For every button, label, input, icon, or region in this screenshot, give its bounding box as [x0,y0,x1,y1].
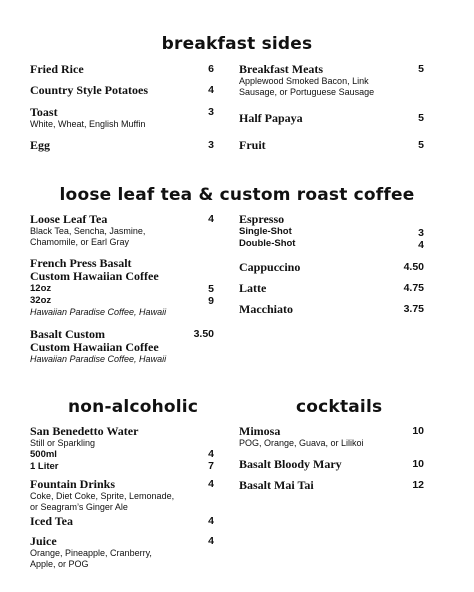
item-name: Custom Hawaiian Coffee [30,269,159,283]
item-description: Applewood Smoked Bacon, Link [239,76,369,86]
item-price: 4 [208,478,214,490]
item-origin: Hawaiian Paradise Coffee, Hawaii [30,354,167,364]
item-price: 12 [412,479,424,491]
item-description: Still or Sparkling [30,438,96,448]
item-name: Breakfast Meats [239,62,324,76]
item-price: 10 [412,425,424,437]
item-name: Fried Rice [30,62,84,76]
item-price: 3.75 [403,303,424,315]
item-size: Single-Shot [239,226,292,237]
item-price: 5 [418,112,424,124]
item-name: Iced Tea [30,514,74,528]
item-size: Double-Shot [239,238,296,249]
menu-item-mai-tai [239,479,409,492]
section-title-breakfast-sides: breakfast sides [161,34,313,54]
item-description: Chamomile, or Earl Gray [30,237,130,247]
item-name: Toast [30,105,58,119]
item-size: 12oz [30,283,52,294]
item-name: Country Style Potatoes [30,83,148,97]
item-price: 3 [208,106,214,118]
section-title-cocktails: cocktails [296,397,383,417]
item-name: Basalt Custom [30,327,106,341]
item-name: San Benedetto Water [30,424,139,438]
item-description: Apple, or POG [30,559,89,569]
item-name: Basalt Mai Tai [239,478,314,492]
item-name: Loose Leaf Tea [30,212,108,226]
item-name: Basalt Bloody Mary [239,457,342,471]
item-price: 6 [208,63,214,75]
item-price: 5 [418,63,424,75]
item-size: 1 Liter [30,461,59,472]
item-name: Fruit [239,138,266,152]
item-price: 3 [418,227,424,239]
item-name: Custom Hawaiian Coffee [30,340,159,354]
item-price: 4 [208,535,214,547]
item-price: 5 [418,139,424,151]
item-price: 5 [208,283,214,295]
item-description: Sausage, or Portuguese Sausage [239,87,375,97]
menu-item-latte [239,282,389,295]
section-title-non-alcoholic: non-alcoholic [68,397,199,417]
item-price: 4 [208,213,214,225]
item-name: Half Papaya [239,111,303,125]
item-price: 4.75 [403,282,424,294]
menu-item-mimosa [239,425,409,449]
item-name: French Press Basalt [30,256,132,270]
menu-item-cappuccino [239,261,389,274]
item-price: 9 [208,295,214,307]
item-price: 7 [208,460,214,472]
item-name: Mimosa [239,424,281,438]
item-description: Black Tea, Sencha, Jasmine, [30,226,146,236]
item-price: 3 [208,139,214,151]
item-size: 32oz [30,295,52,306]
menu-item-bloody-mary [239,458,409,471]
item-price: 10 [412,458,424,470]
item-name: Egg [30,138,51,152]
item-name: Cappuccino [239,260,301,274]
item-price: 4 [208,84,214,96]
item-price: 3.50 [193,328,214,340]
item-price: 4 [418,239,424,251]
item-price: 4 [208,448,214,460]
item-size: 500ml [30,449,57,460]
item-description: Orange, Pineapple, Cranberry, [30,548,152,558]
menu-item-macchiato [239,303,389,316]
item-description: POG, Orange, Guava, or Lilikoi [239,438,364,448]
item-description: or Seagram’s Ginger Ale [30,502,128,512]
item-description: White, Wheat, English Muffin [30,119,146,129]
item-name: Juice [30,534,57,548]
item-name: Macchiato [239,302,293,316]
item-origin: Hawaiian Paradise Coffee, Hawaii [30,307,167,317]
section-title-tea-coffee: loose leaf tea & custom roast coffee [59,185,415,205]
item-price: 4 [208,515,214,527]
item-name: Fountain Drinks [30,477,116,491]
item-description: Coke, Diet Coke, Sprite, Lemonade, [30,491,175,501]
item-name: Latte [239,281,267,295]
item-name: Espresso [239,212,285,226]
item-price: 4.50 [403,261,424,273]
